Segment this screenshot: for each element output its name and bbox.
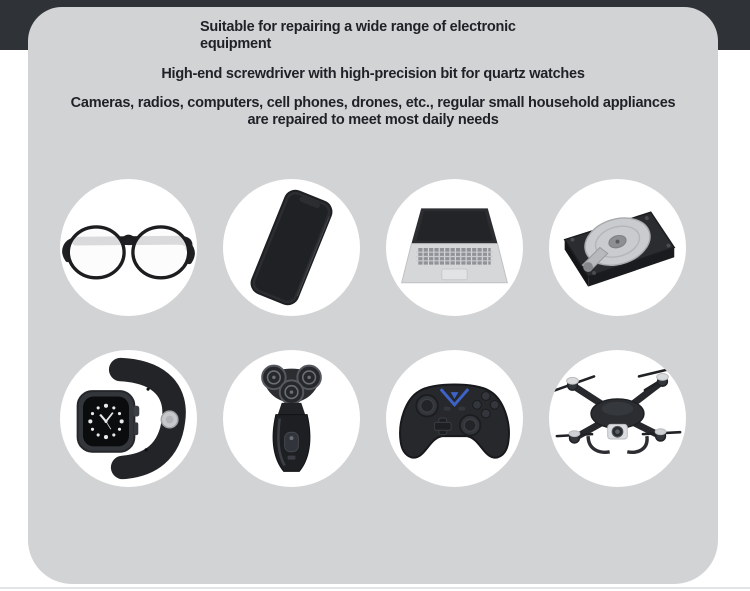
electric-shaver-image	[223, 350, 360, 487]
game-controller-image	[386, 350, 523, 487]
section-divider-line	[0, 587, 750, 589]
device-grid	[28, 179, 718, 487]
device-circle-electric-shaver	[223, 350, 360, 487]
heading-screwdriver: High-end screwdriver with high-precision bit for quartz watches	[161, 66, 585, 82]
device-circle-smartphone	[223, 179, 360, 316]
content-card	[28, 7, 718, 584]
device-row-1	[28, 179, 718, 316]
heading-block	[28, 19, 718, 129]
smartphone-image	[223, 179, 360, 316]
laptop-image	[386, 179, 523, 316]
device-circle-smartwatch	[60, 350, 197, 487]
device-circle-laptop	[386, 179, 523, 316]
device-circle-game-controller	[386, 350, 523, 487]
device-circle-drone	[549, 350, 686, 487]
smartwatch-image	[60, 350, 197, 487]
drone-image	[549, 350, 686, 487]
eyeglasses-image	[60, 179, 197, 316]
device-circle-hard-drive	[549, 179, 686, 316]
hard-drive-image	[549, 179, 686, 316]
device-circle-eyeglasses	[60, 179, 197, 316]
heading-suitability: Suitable for repairing a wide range of electronic equipment	[200, 19, 516, 52]
heading-appliances: Cameras, radios, computers, cell phones, drones, etc., regular small household appliances are repaired to meet most daily needs	[70, 95, 676, 128]
device-row-2	[28, 350, 718, 487]
